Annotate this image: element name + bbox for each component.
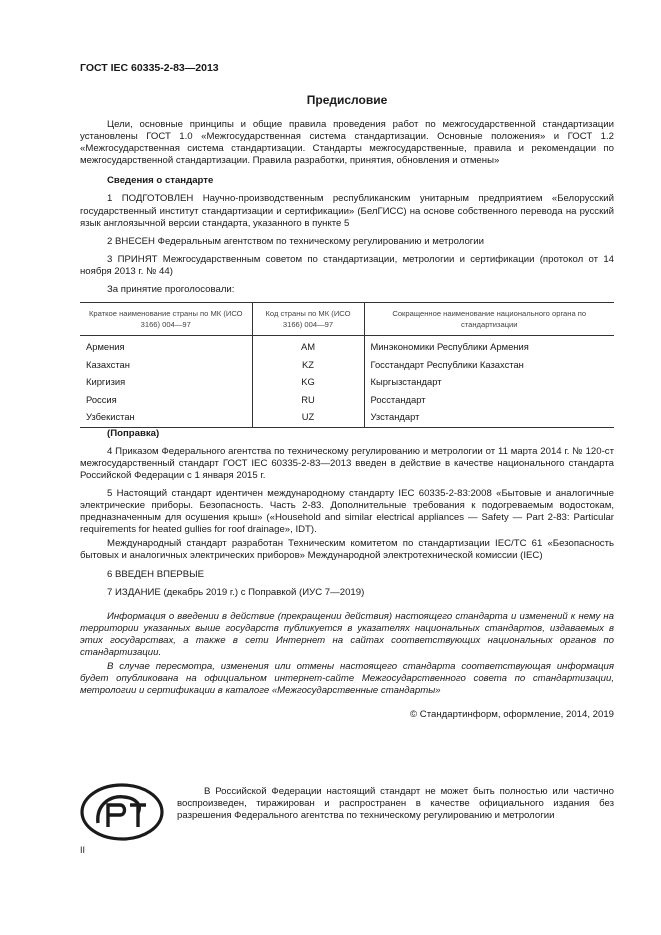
info-paragraph-2: В случае пересмотра, изменения или отмены настоящего стандарта соответствующая информация будет опубликована на официальном интернет-сайте Межгосударственного совета по стандартизации, метрологии и сертификации в каталоге «Межгосударственные стандарты» — [80, 661, 614, 697]
rst-certification-logo-icon — [80, 783, 164, 841]
code-cell: KG — [252, 373, 364, 391]
country-cell: Узбекистан — [80, 408, 252, 427]
body-cell: Кыргызстандарт — [364, 373, 614, 391]
table-row — [80, 356, 614, 374]
item-7: 7 ИЗДАНИЕ (декабрь 2019 г.) с Поправкой (ИУС 7—2019) — [107, 586, 365, 598]
table-header-country: Краткое наименование страны по МК (ИСО 3166) 004—97 — [80, 303, 252, 336]
country-cell: Казахстан — [86, 358, 130, 370]
table-row — [80, 373, 614, 391]
body-cell: Росстандарт — [364, 391, 614, 409]
body-cell: Госстандарт Республики Казахстан — [364, 356, 614, 374]
item-5: 5 Настоящий стандарт идентичен международному стандарту IEC 60335-2-83:2008 «Бытовые и аналогичные электрические приборы. Безопасность. Часть 2-83. Дополнительные требования к подогреваемым водостокам, предназначенным для осушения крыш» («Household and similar electrical appliances — Safety — Part 2-83: Particular requirements for heated gullies for roof drainage», IDT). — [80, 488, 614, 536]
item-5-note: Международный стандарт разработан Техническим комитетом по стандартизации IEC/TC 61 «Безопасность бытовых и аналогичных электрических приборов» Международной электротехнической комиссии (IEC) — [80, 538, 614, 562]
amendment-label: (Поправка) — [107, 427, 160, 439]
foreword-body — [80, 119, 614, 722]
code-cell: RU — [252, 391, 364, 409]
page-number: II — [80, 845, 86, 855]
table-header-body: Сокращенное наименование национального органа по стандартизации — [364, 303, 614, 336]
code-cell: AM — [252, 336, 364, 356]
voting-table — [80, 302, 614, 428]
info-paragraph-1: Информация о введении в действие (прекращении действия) настоящего стандарта и изменений к нему на территории указанных выше государств публикуется в указателях национальных стандартов, издаваемых в этих государствах, а также в сети Интернет на сайтах соответствующих национальных органов по стандартизации. — [80, 610, 614, 659]
item-3: 3 ПРИНЯТ Межгосударственным советом по стандартизации, метрологии и сертификации (протокол от 14 ноября 2013 г. № 44) — [80, 253, 614, 277]
item-6: 6 ВВЕДЕН ВПЕРВЫЕ — [107, 568, 205, 580]
copyright-notice — [177, 786, 614, 822]
table-row — [80, 391, 614, 409]
item-1: 1 ПОДГОТОВЛЕН Научно-производственным республиканским унитарным предприятием «Белорусский государственный институт стандартизации и сертификации» (БелГИСС) на основе собственного перевода на русский язык англоязычной версии стандарта, указанного в пункте 5 — [80, 193, 614, 229]
info-block — [80, 611, 614, 698]
page-title: Предисловие — [306, 93, 388, 107]
section-heading: Сведения о стандарте — [107, 175, 214, 187]
country-cell: Россия — [86, 393, 117, 405]
country-cell: Армения — [86, 341, 125, 353]
notice-text: В Российской Федерации настоящий стандарт не может быть полностью или частично воспроизведен, тиражирован и распространен в качестве официального издания без разрешения Федерального агентства по техническому регулированию и метрологии — [177, 786, 614, 822]
table-header-row — [80, 303, 614, 336]
country-cell: Киргизия — [86, 376, 126, 388]
body-cell: Минэкономики Республики Армения — [364, 336, 614, 356]
table-header-code: Код страны по МК (ИСО 3166) 004—97 — [252, 303, 364, 336]
standard-code: ГОСТ IEC 60335-2-83—2013 — [80, 62, 219, 74]
item-2: 2 ВНЕСЕН Федеральным агентством по техническому регулированию и метрологии — [107, 235, 485, 247]
table-row — [80, 408, 614, 427]
vote-caption: За принятие проголосовали: — [107, 284, 235, 296]
intro-paragraph: Цели, основные принципы и общие правила проведения работ по межгосударственной стандартизации установлены ГОСТ 1.0 «Межгосударственная система стандартизации. Основные положения» и ГОСТ 1.2 «Межгосударственная система стандартизации. Стандарты межгосударственные, правила и рекомендации по межгосударственной стандартизации. Правила разработки, принятия, обновления и отмены» — [80, 119, 614, 167]
copyright-line: © Стандартинформ, оформление, 2014, 2019 — [410, 709, 614, 721]
item-4: 4 Приказом Федерального агентства по техническому регулированию и метрологии от 11 марта 2014 г. № 120-ст межгосударственный стандарт ГОСТ IEC 60335-2-83—2013 введен в действие в качестве национального стандарта Российской Федерации с 1 января 2015 г. — [80, 445, 614, 481]
body-cell: Узстандарт — [364, 408, 614, 427]
code-cell: KZ — [252, 356, 364, 374]
code-cell: UZ — [252, 408, 364, 427]
table-row — [80, 336, 614, 356]
logo-text: РСТ — [121, 837, 123, 838]
